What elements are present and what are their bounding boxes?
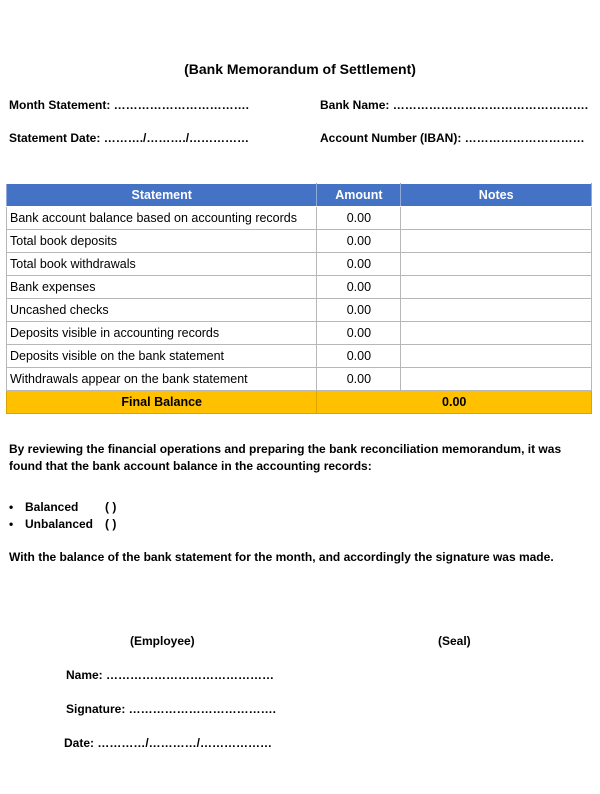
- notes-cell[interactable]: [401, 368, 592, 391]
- employee-label: (Employee): [130, 634, 195, 648]
- option-checkbox[interactable]: ( ): [105, 500, 117, 514]
- statement-cell: Total book deposits: [7, 230, 317, 253]
- notes-cell[interactable]: [401, 322, 592, 345]
- statement-cell: Bank expenses: [7, 276, 317, 299]
- option-checkbox[interactable]: ( ): [105, 517, 117, 531]
- document-title: (Bank Memorandum of Settlement): [184, 61, 416, 77]
- option-unbalanced[interactable]: [9, 516, 116, 533]
- statement-date-field: Statement Date: ………./………./……………: [9, 131, 250, 145]
- final-balance-row: [7, 391, 592, 414]
- table-row: [7, 299, 592, 322]
- amount-cell: 0.00: [317, 322, 401, 345]
- statement-cell: Withdrawals appear on the bank statement: [7, 368, 317, 391]
- bullet-icon: •: [9, 517, 14, 531]
- review-paragraph: By reviewing the financial operations and preparing the bank reconciliation memorandum, it was found that the bank account balance in the accounting records:: [9, 442, 562, 473]
- statement-cell: Deposits visible on the bank statement: [7, 345, 317, 368]
- table-row: [7, 276, 592, 299]
- amount-cell: 0.00: [317, 230, 401, 253]
- table-row: [7, 322, 592, 345]
- table-row: [7, 230, 592, 253]
- employee-signature-field: Signature: ……………………………….: [66, 702, 277, 716]
- amount-cell: 0.00: [317, 253, 401, 276]
- signature-date-field: Date: …………/…………/………………: [64, 736, 273, 750]
- amount-cell: 0.00: [317, 345, 401, 368]
- balance-options: [9, 499, 116, 533]
- reconciliation-table: [6, 183, 592, 414]
- amount-cell: 0.00: [317, 276, 401, 299]
- statement-cell: Bank account balance based on accounting records: [7, 207, 317, 230]
- table-header-row: [7, 184, 592, 207]
- notes-cell[interactable]: [401, 345, 592, 368]
- notes-cell[interactable]: [401, 207, 592, 230]
- column-header-statement: Statement: [7, 184, 317, 207]
- final-balance-value: 0.00: [317, 391, 592, 414]
- statement-cell: Total book withdrawals: [7, 253, 317, 276]
- notes-cell[interactable]: [401, 299, 592, 322]
- option-label: Unbalanced: [25, 517, 94, 531]
- notes-cell[interactable]: [401, 253, 592, 276]
- option-label: Balanced: [25, 500, 79, 514]
- column-header-amount: Amount: [317, 184, 401, 207]
- notes-cell[interactable]: [401, 276, 592, 299]
- amount-cell: 0.00: [317, 368, 401, 391]
- seal-label: (Seal): [438, 634, 471, 648]
- table-row: [7, 345, 592, 368]
- bank-name-field: Bank Name: ………………………………………….: [320, 98, 589, 112]
- column-header-notes: Notes: [401, 184, 592, 207]
- month-statement-field: Month Statement: …………………………….: [9, 98, 249, 112]
- final-balance-label: Final Balance: [7, 391, 317, 414]
- account-number-field: Account Number (IBAN): …………………………: [320, 131, 585, 145]
- notes-cell[interactable]: [401, 230, 592, 253]
- bullet-icon: •: [9, 500, 14, 514]
- table-row: [7, 207, 592, 230]
- option-balanced[interactable]: [9, 499, 116, 516]
- signature-paragraph: With the balance of the bank statement for the month, and accordingly the signature was made.: [9, 550, 554, 564]
- amount-cell: 0.00: [317, 299, 401, 322]
- table-row: [7, 368, 592, 391]
- employee-name-field: Name: ……………………………………: [66, 668, 275, 682]
- amount-cell: 0.00: [317, 207, 401, 230]
- table-row: [7, 253, 592, 276]
- statement-cell: Uncashed checks: [7, 299, 317, 322]
- statement-cell: Deposits visible in accounting records: [7, 322, 317, 345]
